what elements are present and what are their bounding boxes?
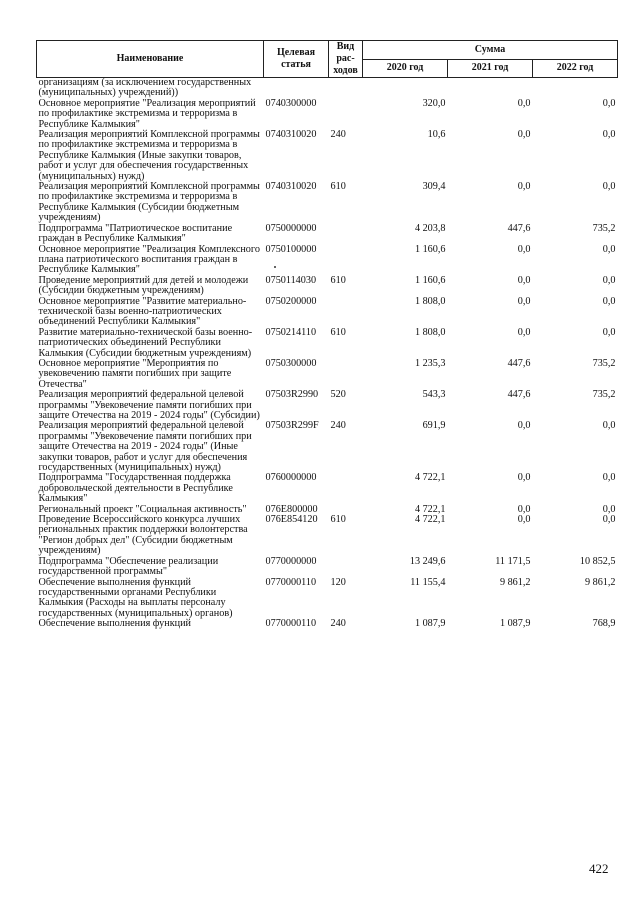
row-expense-kind: [329, 297, 363, 328]
row-target-article: 0750000000: [265, 222, 317, 234]
table-row: [37, 297, 618, 328]
row-sum-2020: 543,3: [422, 389, 446, 401]
table-body: [37, 78, 618, 630]
row-sum-2020: 1 087,9: [414, 618, 446, 630]
table-row: [37, 557, 618, 578]
row-sum-2020: 4 722,1: [414, 472, 446, 484]
row-name: Проведение Всероссийского конкурса лучших региональных практик поддержки волонтерства "Регион добрых дел" (Субсидии бюджетным учреждениям): [38, 514, 248, 557]
row-sum-2020: [363, 78, 448, 99]
row-sum-2021: 447,6: [507, 222, 531, 234]
row-sum-2021: 447,6: [507, 389, 531, 401]
row-sum-2022: 0,0: [602, 243, 616, 255]
row-sum-2020: 11 155,4: [410, 576, 446, 588]
row-expense-kind: 120: [330, 576, 346, 588]
row-sum-2022: 768,9: [592, 618, 616, 630]
table-row: [37, 515, 618, 557]
row-target-article: 0770000000: [265, 555, 317, 567]
row-sum-2020: 4 722,1: [414, 503, 446, 515]
row-sum-2022: 10 852,5: [579, 555, 616, 567]
row-name: Реализация мероприятий Комплексной программы по профилактике экстремизма и терроризма в Республике Калмыкия (Субсидии бюджетным учреждениям): [38, 181, 260, 224]
row-expense-kind: 610: [330, 514, 346, 526]
row-expense-kind: [329, 557, 363, 578]
row-sum-2020: 13 249,6: [409, 555, 446, 567]
row-expense-kind: [329, 78, 363, 99]
header-2021: 2021 год: [448, 59, 533, 78]
row-sum-2021: 0,0: [517, 472, 531, 484]
row-sum-2021: 0,0: [517, 243, 531, 255]
row-sum-2020: 1 160,6: [414, 274, 446, 286]
row-sum-2021: 0,0: [517, 514, 531, 526]
row-sum-2022: 0,0: [602, 472, 616, 484]
row-sum-2022: 0,0: [602, 129, 616, 141]
table-row: [37, 245, 618, 276]
table-row: [37, 328, 618, 359]
row-name: Обеспечение выполнения функций: [38, 618, 191, 630]
row-expense-kind: 240: [330, 129, 346, 141]
row-target-article: 0770000110: [265, 618, 317, 630]
header-2020: 2020 год: [363, 59, 448, 78]
row-expense-kind: 610: [330, 274, 346, 286]
table-header: [37, 41, 618, 78]
row-name: Основное мероприятие "Реализация мероприятий по профилактике экстремизма и терроризма в Республике Калмыкия": [38, 97, 256, 130]
row-sum-2022: [533, 78, 618, 99]
row-sum-2021: 0,0: [517, 295, 531, 307]
row-sum-2020: 10,6: [427, 129, 446, 141]
table-row: [37, 359, 618, 390]
table-row: [37, 182, 618, 224]
row-target-article: [264, 78, 329, 99]
table-row: [37, 473, 618, 504]
row-name: Основное мероприятие "Развитие материально-технической базы военно-патриотических объединений Республики Калмыкия": [38, 295, 247, 328]
row-expense-kind: 520: [330, 389, 346, 401]
row-sum-2020: 309,4: [422, 181, 446, 193]
row-sum-2020: 4 203,8: [414, 222, 446, 234]
table-row: [37, 130, 618, 182]
row-target-article: 0750300000: [265, 357, 317, 369]
row-sum-2021: 9 861,2: [499, 576, 531, 588]
row-sum-2020: 1 808,0: [414, 326, 446, 338]
row-target-article: 0750214110: [265, 326, 317, 338]
row-expense-kind: 240: [330, 618, 346, 630]
row-sum-2022: 0,0: [602, 514, 616, 526]
row-name: Подпрограмма "Государственная поддержка добровольческой деятельности в Республике Калмыкия": [38, 472, 233, 505]
row-sum-2021: 11 171,5: [495, 555, 531, 567]
row-target-article: 0770000110: [265, 576, 317, 588]
row-target-article: 076E854120: [265, 514, 318, 526]
row-sum-2022: 0,0: [602, 97, 616, 109]
row-expense-kind: 610: [330, 181, 346, 193]
row-sum-2021: 0,0: [517, 503, 531, 515]
row-sum-2022: 9 861,2: [584, 576, 616, 588]
row-sum-2020: 1 160,6: [414, 243, 446, 255]
header-target-article: Целевая статья: [264, 41, 329, 78]
scan-speck: [274, 266, 276, 268]
row-sum-2022: 0,0: [602, 503, 616, 515]
row-target-article: 0740300000: [265, 97, 317, 109]
row-target-article: 0760000000: [265, 472, 317, 484]
row-name: Основное мероприятие "Мероприятия по увековечению памяти погибших при защите Отечества": [38, 357, 232, 390]
row-name: Реализация мероприятий федеральной целевой программы "Увековечение памяти погибших при защите Отечества на 2019 - 2024 годы" (Иные закупки товаров, работ и услуг для обеспечения государственных (муниципальных) нужд): [38, 420, 252, 474]
row-sum-2022: 735,2: [592, 389, 616, 401]
row-expense-kind: [329, 99, 363, 130]
table-row: [37, 619, 618, 629]
table-row: [37, 421, 618, 473]
row-target-article: 0750114030: [265, 274, 317, 286]
row-target-article: 0750200000: [265, 295, 317, 307]
row-sum-2021: 0,0: [517, 274, 531, 286]
row-target-article: 076E800000: [265, 503, 318, 515]
row-sum-2020: 691,9: [422, 420, 446, 432]
table-row: [37, 99, 618, 130]
row-sum-2021: 1 087,9: [499, 618, 531, 630]
row-sum-2020: 1 235,3: [414, 357, 446, 369]
row-name: Подпрограмма "Обеспечение реализации государственной программы": [38, 555, 219, 578]
row-sum-2021: 0,0: [517, 129, 531, 141]
row-expense-kind: [329, 359, 363, 390]
header-2022: 2022 год: [533, 59, 618, 78]
row-sum-2022: 0,0: [602, 274, 616, 286]
row-sum-2022: 0,0: [602, 295, 616, 307]
table-row: [37, 578, 618, 620]
row-expense-kind: 610: [330, 326, 346, 338]
row-name: Проведение мероприятий для детей и молодежи (Субсидии бюджетным учреждениям): [38, 274, 249, 297]
row-sum-2021: [448, 78, 533, 99]
page-number: 422: [589, 861, 609, 876]
table-row: [37, 390, 618, 421]
row-sum-2021: 0,0: [517, 97, 531, 109]
row-name: Реализация мероприятий Комплексной программы по профилактике экстремизма и терроризма в Республике Калмыкия (Иные закупки товаров, работ и услуг для обеспечения государственных (муниципальных) нужд): [38, 129, 260, 182]
row-sum-2022: 735,2: [592, 357, 616, 369]
row-sum-2022: 0,0: [602, 420, 616, 432]
row-sum-2022: 735,2: [592, 222, 616, 234]
row-target-article: 07503R2990: [265, 389, 319, 401]
row-name: Обеспечение выполнения функций государственными органами Республики Калмыкия (Расходы на выплаты персоналу государственных (муниципальных) органов): [38, 576, 233, 619]
table-row: [37, 224, 618, 245]
header-sum: Сумма: [363, 41, 618, 60]
table-row: [37, 276, 618, 297]
row-name: Региональный проект "Социальная активность": [38, 503, 247, 515]
row-sum-2020: 1 808,0: [414, 295, 446, 307]
row-target-article: 07503R299F: [265, 420, 319, 432]
header-expense-kind: Вид рас-ходов: [329, 41, 363, 78]
budget-table: [36, 40, 618, 630]
row-name: Основное мероприятие "Реализация Комплексного плана патриотического воспитания граждан в Республике Калмыкия": [38, 243, 260, 276]
row-sum-2021: 0,0: [517, 420, 531, 432]
row-sum-2021: 0,0: [517, 181, 531, 193]
row-target-article: 0740310020: [265, 181, 317, 193]
row-name: Реализация мероприятий федеральной целевой программы "Увековечение памяти погибших при защите Отечества на 2019 - 2024 годы" (Субсидии): [38, 389, 260, 421]
row-sum-2020: 320,0: [422, 97, 446, 109]
header-name: Наименование: [37, 41, 264, 78]
table-row: [37, 78, 618, 99]
row-name: организациям (за исключением государственных (муниципальных) учреждений)): [38, 77, 252, 99]
row-sum-2021: 0,0: [517, 326, 531, 338]
row-expense-kind: [329, 473, 363, 504]
row-expense-kind: [329, 224, 363, 245]
row-sum-2022: 0,0: [602, 326, 616, 338]
row-expense-kind: 240: [330, 420, 346, 432]
row-sum-2021: 447,6: [507, 357, 531, 369]
row-name: Развитие материально-технической базы военно-патриотических объединений Республики Калмыкия (Субсидии бюджетным учреждениям): [38, 326, 253, 359]
row-sum-2022: 0,0: [602, 181, 616, 193]
row-sum-2020: 4 722,1: [414, 514, 446, 526]
row-target-article: 0740310020: [265, 129, 317, 141]
row-name: Подпрограмма "Патриотическое воспитание граждан в Республике Калмыкия": [38, 222, 233, 245]
row-expense-kind: [329, 245, 363, 276]
row-target-article: 0750100000: [265, 243, 317, 255]
